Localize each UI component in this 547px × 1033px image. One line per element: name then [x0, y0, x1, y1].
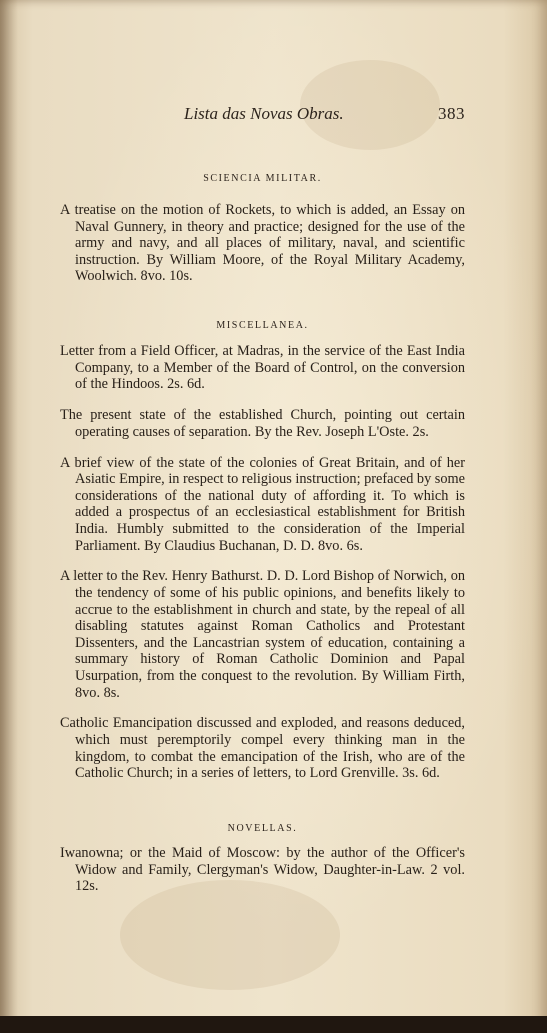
- list-item: A letter to the Rev. Henry Bathurst. D. D. Lord Bishop of Norwich, on the tendency of some of his public opinions, and benefits likely to accrue to the establishment in church and state, by the repeal of all disabling statutes against Roman Catholics and Protestant Dissenters, and the Lancastrian system of education, containing a summary history of Roman Catholic Dominion and Papal Usurpation, from the conquest to the revolution. By William Firth, 8vo. 8s.: [60, 568, 465, 701]
- list-item: Letter from a Field Officer, at Madras, in the service of the East India Company, to a Member of the Board of Control, on the conversion of the Hindoos. 2s. 6d.: [60, 343, 465, 393]
- section-entries-sciencia-militar: [60, 202, 465, 285]
- list-item: Catholic Emancipation discussed and exploded, and reasons deduced, which must peremptorily compel every thinking man in the kingdom, to combat the emancipation of the Irish, who are of the Catholic Church; in a series of letters, to Lord Grenville. 3s. 6d.: [60, 715, 465, 782]
- section-entries-novellas: [60, 845, 465, 898]
- page-number: 383: [438, 104, 465, 123]
- page-gutter-shadow: [0, 0, 18, 1033]
- section-title-miscellanea: MISCELLANEA.: [216, 320, 309, 331]
- section-title-sciencia-militar: SCIENCIA MILITAR.: [203, 173, 322, 184]
- running-head: Lista das Novas Obras.: [184, 104, 344, 123]
- page-header: [60, 104, 465, 130]
- list-item: A brief view of the state of the colonies of Great Britain, and of her Asiatic Empire, in respect to religious instruction; prefaced by some considerations of the national duty of affording it. To which is added a prospectus of an ecclesiastical establishment for British India. Humbly submitted to the consideration of the Imperial Parliament. By Claudius Buchanan, D. D. 8vo. 6s.: [60, 454, 465, 554]
- list-item: The present state of the established Church, pointing out certain operating causes of separation. By the Rev. Joseph L'Oste. 2s.: [60, 407, 465, 440]
- page-bottom-edge: [0, 1016, 547, 1033]
- section-title-novellas: NOVELLAS.: [227, 823, 298, 834]
- list-item: Iwanowna; or the Maid of Moscow: by the author of the Officer's Widow and Family, Clergyman's Widow, Daughter-in-Law. 2 vol. 12s.: [60, 845, 465, 895]
- list-item: A treatise on the motion of Rockets, to which is added, an Essay on Naval Gunnery, in theory and practice; designed for the use of the army and navy, and all places of military, naval, and scientific instruction. By William Moore, of the Royal Military Academy, Woolwich. 8vo. 10s.: [60, 202, 465, 285]
- section-entries-miscellanea: [60, 343, 465, 785]
